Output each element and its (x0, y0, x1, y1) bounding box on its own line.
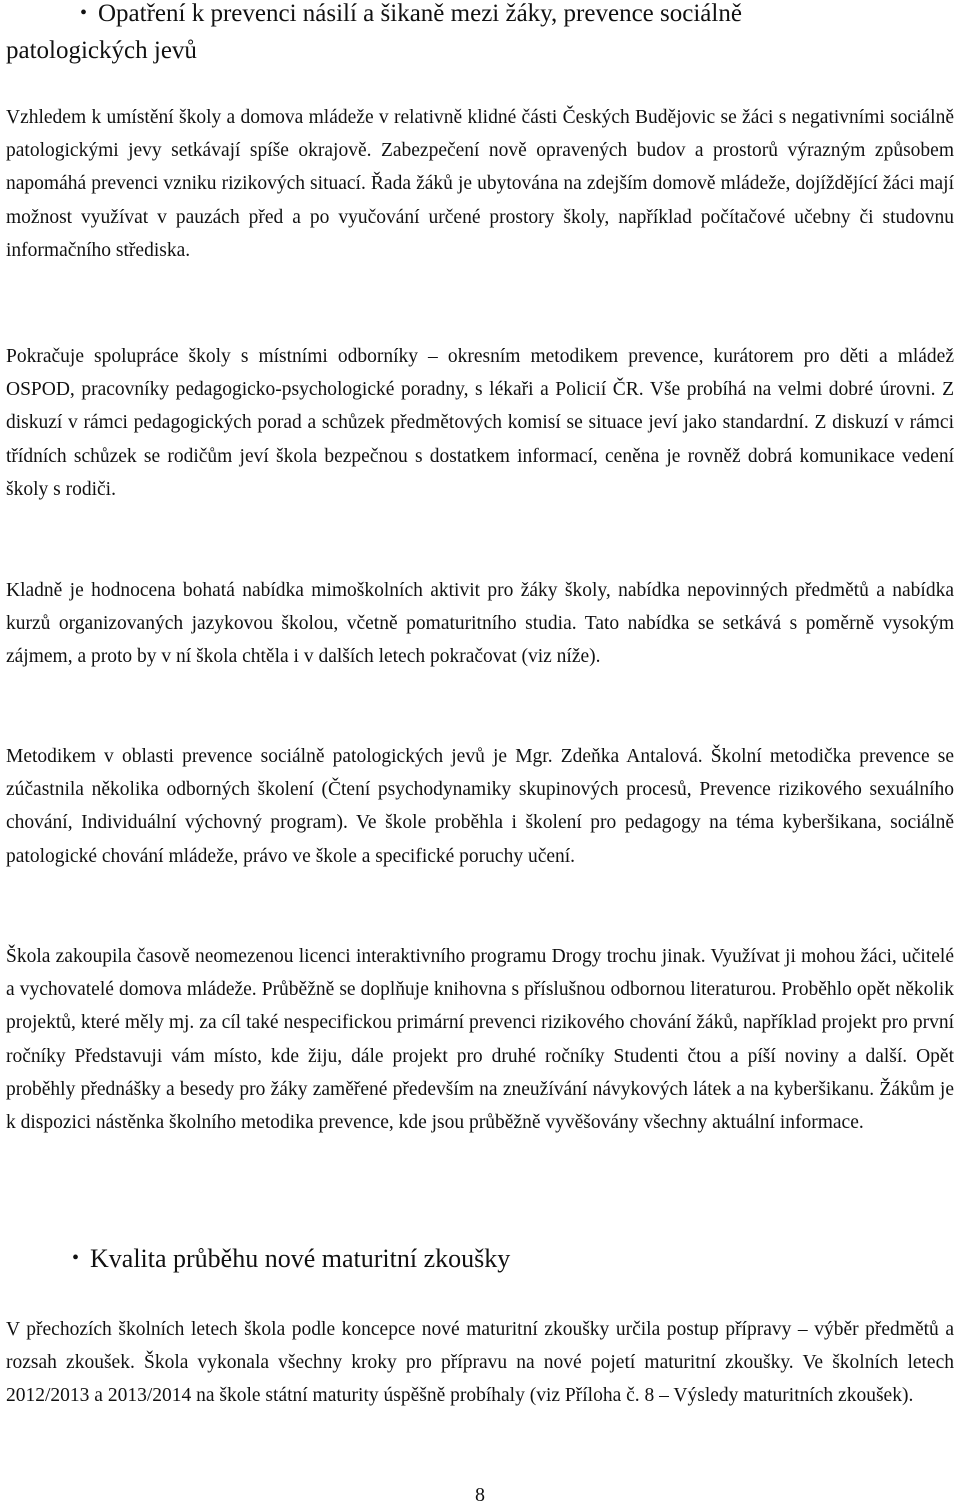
paragraph-school-location: Vzhledem k umístění školy a domova mládeže v relativně klidné části Českých Budějovic se žáci s negativními sociálně patologickými jevy setkávají spíše okrajově. Zabezpečení nově opravených budov a prostorů výrazným způsobem napomáhá prevenci vzniku rizikových situací. Řada žáků je ubytována na zdejším domově mládeže, dojíždějící žáci mají možnost využívat v pauzách před a po vyučování určené prostory školy, například počítačové učebny či studovnu informačního střediska. (6, 107, 954, 261)
paragraph-program-license: Škola zakoupila časově neomezenou licenci interaktivního programu Drogy trochu jinak. Využívat ji mohou žáci, učitelé a vychovatelé domova mládeže. Průběžně se doplňuje knihovna s příslušnou odbornou literaturou. Proběhlo opět několik projektů, které měly mj. za cíl také nespecifickou primární prevenci rizikového chování žáků, například projekt pro první ročníky Představuji vám místo, kde žiju, dále projekt pro druhé ročníky Studenti čtou a píší noviny a další. Opět proběhly přednášky a besedy pro žáky zaměřené především na zneužívání návykových látek a na kyberšikanu. Žákům je k dispozici nástěnka školního metodika prevence, kde jsou průběžně vyvěšovány všechny aktuální informace. (6, 946, 954, 1134)
section-heading-continuation: patologických jevů (6, 37, 197, 64)
section-heading-prevention (0, 0, 960, 32)
page-number: 8 (475, 1484, 485, 1506)
paragraph-cooperation: Pokračuje spolupráce školy s místními odborníky – okresním metodikem prevence, kurátorem pro děti a mládež OSPOD, pracovníky pedagogicko-psychologické poradny, s lékaři a Policií ČR. Vše probíhá na velmi dobré úrovni. Z diskuzí v rámci pedagogických porad a schůzek předmětových komisí se situace jeví jako standardní. Z diskuzí v rámci třídních schůzek se rodičům jeví škola bezpečnou s dostatkem informací, ceněna je rovněž dobrá komunikace vedení školy s rodiči. (6, 346, 954, 500)
paragraph-maturita: V přechozích školních letech škola podle koncepce nové maturitní zkoušky určila postup přípravy – výběr předmětů a rozsah zkoušek. Škola vykonala všechny kroky pro přípravu na nové pojetí maturitní zkoušky. Ve školních letech 2012/2013 a 2013/2014 na škole státní maturity úspěšně probíhaly (viz Příloha č. 8 – Výsledy maturitních zkoušek). (6, 1319, 954, 1407)
paragraph-activities: Kladně je hodnocena bohatá nabídka mimoškolních aktivit pro žáky školy, nabídka nepovinných předmětů a nabídka kurzů organizovaných jazykovou školou, včetně pomaturitního studia. Tato nabídka se setkává s poměrně vysokým zájmem, a proto by v ní škola chtěla i v dalších letech pokračovat (viz níže). (6, 580, 954, 668)
section-heading-text: Opatření k prevenci násilí a šikaně mezi žáky, prevence sociálně (98, 0, 742, 27)
section-heading-maturita (0, 1240, 960, 1277)
bullet-icon: • (72, 1247, 80, 1269)
bullet-icon: • (80, 2, 88, 24)
paragraph-methodist: Metodikem v oblasti prevence sociálně patologických jevů je Mgr. Zdeňka Antalová. Školní metodička prevence se zúčastnila několika odborných školení (Čtení psychodynamiky skupinových procesů, Prevence rizikového sexuálního chování, Individuální výchovný program). Ve škole proběhla i školení pro pedagogy na téma kyberšikana, sociálně patologické chování mládeže, právo ve škole a specifické poruchy učení. (6, 746, 954, 867)
section-heading-text: Kvalita průběhu nové maturitní zkoušky (90, 1244, 511, 1273)
